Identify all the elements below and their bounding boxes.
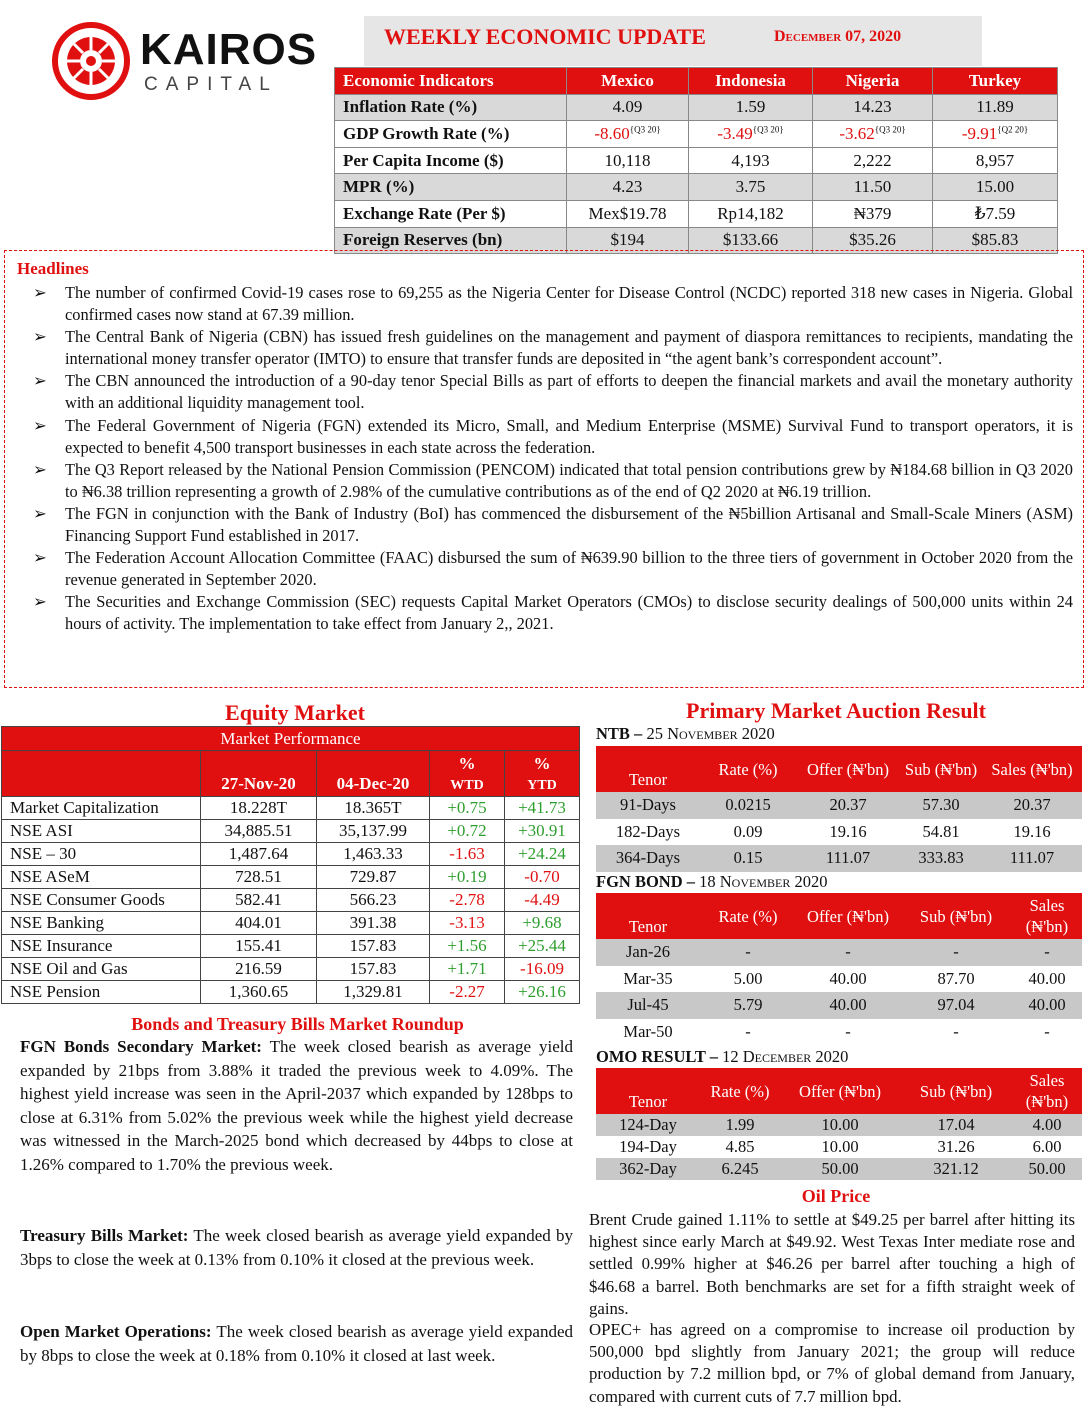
econ-header: Turkey [933,68,1058,95]
econ-cell: $35.26 [813,227,933,254]
econ-cell: 3.75 [689,174,813,201]
table-row: NSE Pension 1,360.65 1,329.81 -2.27 +26.16 [2,981,580,1004]
omo-table [596,1068,1082,1180]
econ-cell: 11.89 [933,94,1058,121]
table-row: Mar-35 5.00 40.00 87.70 40.00 [623,968,1066,988]
econ-cell: $-3.62^{\{Q3 20\}}$ [813,121,933,148]
econ-row [335,174,1058,201]
oil-paragraph-2: OPEC+ has agreed on a compromise to increase oil production by 500,000 bpd slightly from January 2021; the group will reduce production by 7.2 million bpd, or 7% of global demand from January, compared with current cuts of 7.7 million bpd. [589,1320,1075,1406]
headline-item: ➢ The Federation Account Allocation Committee (FAAC) disbursed the sum of ₦639.90 billion to the three tiers of government in October 2020 from the revenue generated in September 2020. [33,548,1073,590]
table-row: NSE Consumer Goods 582.41 566.23 -2.78 -4.49 [2,889,580,912]
econ-cell: 1.59 [689,94,813,121]
table-row: Mar-50 - - - - [623,1022,1050,1042]
econ-header-row [335,68,1058,95]
table-row: 194-Day 4.85 10.00 31.26 6.00 [619,1137,1062,1156]
fgn-bond-label: FGN BOND – 18 November 2020 [596,872,828,891]
ntb-table [596,746,1082,872]
headline-item: ➢ The FGN in conjunction with the Bank of Industry (BoI) has commenced the disbursement of the ₦5billion Artisanal and Small-Scale Miners (ASM) Financing Support Fund established in 2017. [33,503,1073,546]
economic-indicators-table [334,67,1058,254]
arrow-bullet-icon: ➢ [33,592,47,612]
table-row: 362-Day 6.245 50.00 321.12 50.00 [596,1158,1082,1180]
econ-cell: $-8.60^{\{Q3 20\}}$ [567,121,689,148]
econ-cell: $85.83 [933,227,1058,254]
headlines-title: Headlines [17,259,89,278]
econ-cell: $-3.49^{\{Q3 20\}}$ [689,121,813,148]
econ-header: Economic Indicators [335,68,567,95]
table-row: 364-Days 0.15 111.07 333.83 111.07 [596,845,1082,872]
arrow-bullet-icon: ➢ [33,503,47,523]
econ-cell: 10,118 [567,147,689,174]
omo-paragraph: Open Market Operations: The week closed bearish as average yield expanded by 8bps to close the week at 0.18% from 0.10% it closed at last week. [20,1322,573,1365]
headlines-list [33,282,1073,636]
table-row: 124-Day 1.99 10.00 17.04 4.00 [596,1114,1082,1136]
arrow-bullet-icon: ➢ [33,371,47,391]
table-row: Jul-45 5.79 40.00 97.04 40.00 [596,992,1082,1019]
equity-header [2,751,201,797]
equity-header-row [2,751,580,797]
table-row: Market Capitalization 18.228T 18.365T +0.75 +41.73 [2,797,580,820]
table-row: NSE Oil and Gas 216.59 157.83 +1.71 -16.09 [2,958,580,981]
headline-item: ➢ The CBN announced the introduction of a 90-day tenor Special Bills as part of efforts to deepen the financial markets and avail the monetary authority with an additional liquidity management tool. [33,371,1073,413]
table-row: NSE Insurance 155.41 157.83 +1.56 +25.44 [2,935,580,958]
brand-sub: CAPITAL [144,74,278,95]
econ-header: Mexico [567,68,689,95]
econ-header: Indonesia [689,68,813,95]
econ-cell: 8,957 [933,147,1058,174]
company-logo [52,22,342,98]
table-row: NSE ASI 34,885.51 35,137.99 +0.72 +30.91 [2,820,580,843]
arrow-bullet-icon: ➢ [33,415,47,435]
table-row: NSE – 30 1,487.64 1,463.33 -1.63 +24.24 [2,843,580,866]
arrow-bullet-icon: ➢ [33,283,47,302]
treasury-bills-paragraph: Treasury Bills Market: The week closed bearish as average yield expanded by 3bps to close the week at 0.13% from 0.10% it closed at the previous week. [20,1226,573,1269]
econ-row [335,94,1058,121]
bonds-roundup-title: Bonds and Treasury Bills Market Roundup [131,1014,464,1034]
fgn-bonds-paragraph: FGN Bonds Secondary Market: The week closed bearish as average yield expanded by 21bps from 3.88% it traded the previous week to 4.09%. The highest yield increase was seen in the April-2037 which expanded by 128bps to close at 6.31% from 5.02% the previous week while the highest yield decrease was witnessed in the March-2025 bond which decreased by 44bps to close at 1.26% compared to 1.70% the previous week. [20,1037,573,1174]
omo-header-row: Tenor Rate (%) Offer (₦'bn) Sub (₦'bn) Sales (₦'bn) [596,1068,1082,1114]
equity-header: % YTD [505,751,580,797]
ntb-header-row: Tenor Rate (%) Offer (₦'bn) Sub (₦'bn) Sales (₦'bn) [596,746,1082,792]
headline-item: ➢ The Federal Government of Nigeria (FGN) extended its Micro, Small, and Medium Enterprise (MSME) Survival Fund to transport operators, it is expected to benefit 4,500 transport businesses in each state across the federation. [33,415,1073,457]
headline-item: ➢ The Q3 Report released by the National Pension Commission (PENCOM) indicated that total pension contributions grew by ₦184.68 billion in Q3 2020 to ₦6.38 trillion representing a growth of 2.98% of the cumulative contributions as of the end of Q2 2020 at ₦6.19 trillion. [33,459,1073,501]
kairos-logo-icon [52,22,130,100]
econ-row [335,200,1058,227]
arrow-bullet-icon: ➢ [33,327,47,347]
equity-subtitle: Market Performance [2,727,580,751]
oil-price-title: Oil Price [801,1186,871,1206]
econ-cell: Rp14,182 [689,200,813,227]
table-row: 91-Days 0.0215 20.37 57.30 20.37 [596,792,1082,819]
econ-cell: 15.00 [933,174,1058,201]
econ-cell: 4,193 [689,147,813,174]
fgn-bond-table [596,893,1082,1045]
econ-cell: $133.66 [689,227,813,254]
econ-header: Nigeria [813,68,933,95]
headline-item: ➢ The number of confirmed Covid-19 cases rose to 69,255 as the Nigeria Center for Disease Control (NCDC) reported 318 new cases in Nigeria. Global confirmed cases now stand at 67.39 million. [33,283,1073,325]
equity-market-title: Equity Market [225,700,365,725]
econ-cell: ₦379 [813,200,933,227]
report-title-bar [364,16,982,66]
econ-cell: 2,222 [813,147,933,174]
omo-label: OMO RESULT – 12 December 2020 [596,1047,849,1066]
econ-row [335,147,1058,174]
equity-subtitle-row [2,727,580,751]
arrow-bullet-icon: ➢ [33,459,47,479]
econ-label: Exchange Rate (Per $) [335,200,567,227]
econ-cell: 11.50 [813,174,933,201]
headlines-box [4,250,1084,688]
equity-market-table [1,726,580,1004]
econ-cell: $-9.91^{\{Q2 20\}}$ [933,121,1058,148]
econ-label: MPR (%) [335,174,567,201]
table-row: Jan-26 - - - - [596,939,1082,966]
primary-market-title: Primary Market Auction Result [686,698,986,723]
table-row: NSE Banking 404.01 391.38 -3.13 +9.68 [2,912,580,935]
econ-cell: Mex$19.78 [567,200,689,227]
econ-cell: ₺7.59 [933,200,1058,227]
report-title: WEEKLY ECONOMIC UPDATE [384,24,706,49]
equity-header: 27-Nov-20 [201,751,317,797]
brand-name: KAIROS [140,25,318,74]
econ-label: GDP Growth Rate (%) [335,121,567,148]
headline-item: ➢ The Securities and Exchange Commission (SEC) requests Capital Market Operators (CMOs) to disclose security dealings of 500,000 units within 24 hours of activity. The implementation to take effect from January 2,, 2021. [33,592,1073,634]
econ-label: Inflation Rate (%) [335,94,567,121]
econ-cell: $194 [567,227,689,254]
econ-cell: 4.09 [567,94,689,121]
table-row: 182-Days 0.09 19.16 54.81 19.16 [615,821,1051,841]
econ-row [335,121,1058,148]
econ-cell: 4.23 [567,174,689,201]
econ-label: Per Capita Income ($) [335,147,567,174]
equity-header: % WTD [430,751,505,797]
table-row: NSE ASeM 728.51 729.87 +0.19 -0.70 [2,866,580,889]
report-date: December 07, 2020 [774,28,902,45]
headline-item: ➢ The Central Bank of Nigeria (CBN) has issued fresh guidelines on the management and payment of diaspora remittances to recipients, mandating the international money transfer operator (IMTO) to ensure that transfer funds are deposited in “the agent bank’s correspondent account”. [33,327,1073,369]
equity-header: 04-Dec-20 [317,751,430,797]
oil-paragraph-1: Brent Crude gained 1.11% to settle at $49.25 per barrel after hitting its highest since early March at $49.92. West Texas Inter mediate rose and settled 0.99% higher at $46.26 per barrel after touching a high of $46.68 a barrel. Both benchmarks are set for a fifth straight week of gains. [589,1210,1075,1318]
econ-label: Foreign Reserves (bn) [335,227,567,254]
econ-cell: 14.23 [813,94,933,121]
arrow-bullet-icon: ➢ [33,548,47,568]
fgn-header-row: Tenor Rate (%) Offer (₦'bn) Sub (₦'bn) Sales (₦'bn) [596,893,1082,939]
ntb-label: NTB – 25 November 2020 [596,724,775,743]
